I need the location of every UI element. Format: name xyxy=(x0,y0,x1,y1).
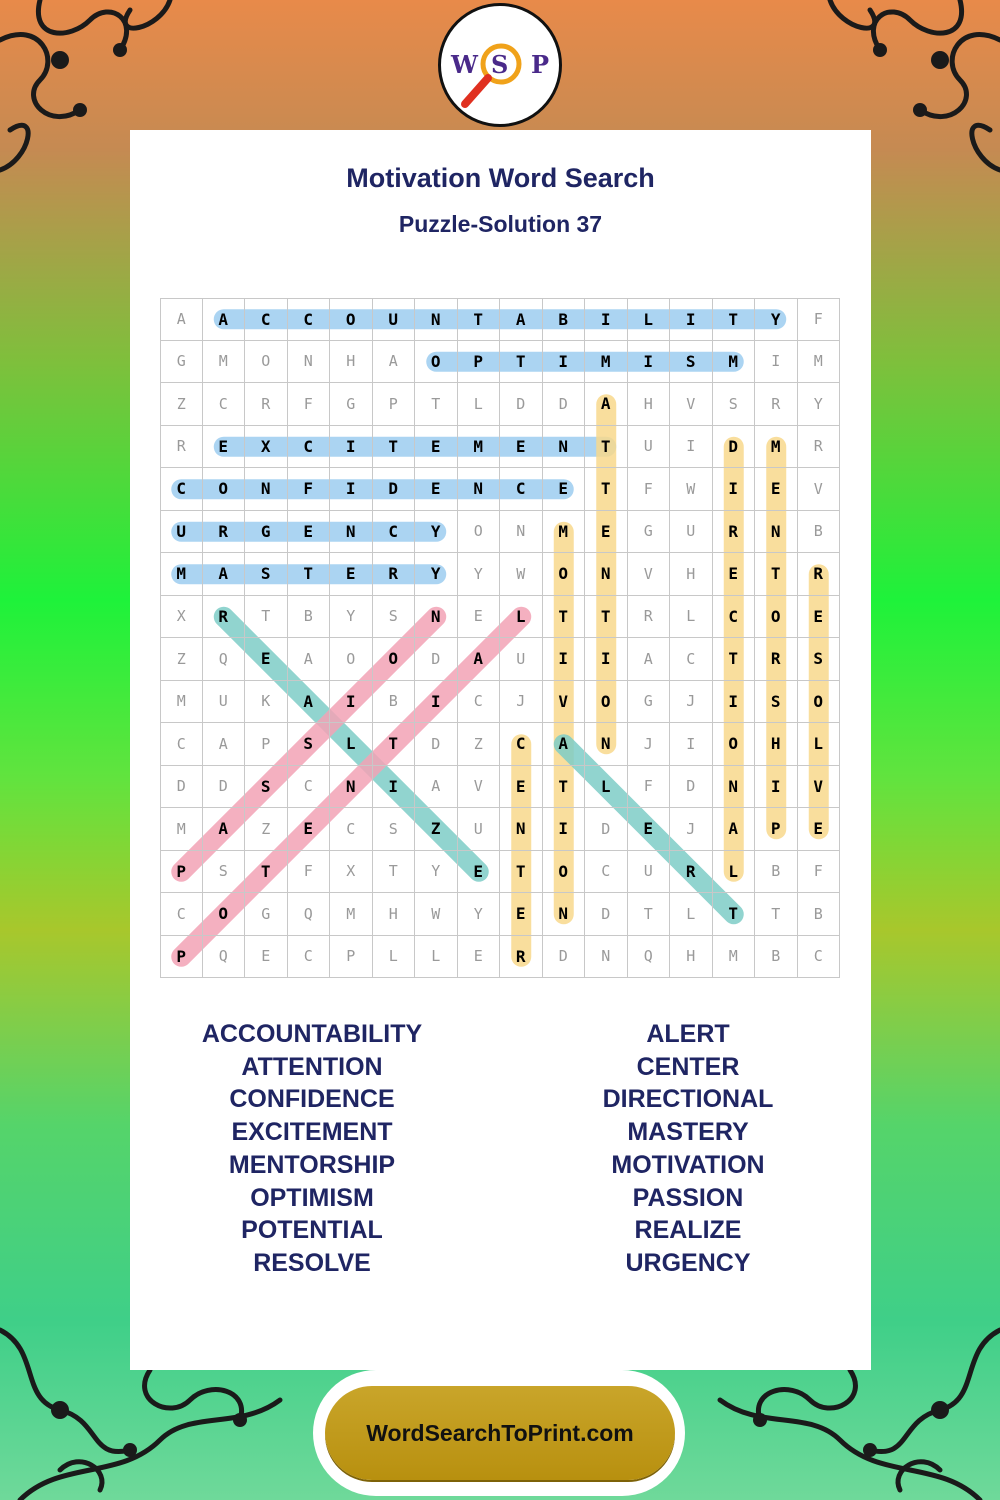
grid-cell[interactable]: A xyxy=(415,766,458,809)
grid-cell[interactable]: V xyxy=(628,553,671,596)
grid-cell[interactable]: O xyxy=(415,341,458,384)
grid-cell[interactable]: N xyxy=(415,298,458,341)
grid-cell[interactable]: W xyxy=(500,553,543,596)
grid-cell[interactable]: N xyxy=(330,511,373,554)
grid-cell[interactable]: T xyxy=(245,851,288,894)
grid-cell[interactable]: D xyxy=(670,766,713,809)
grid-cell[interactable]: A xyxy=(288,681,331,724)
grid-cell[interactable]: Y xyxy=(415,511,458,554)
grid-cell[interactable]: M xyxy=(798,341,841,384)
grid-cell[interactable]: T xyxy=(585,596,628,639)
grid-cell[interactable]: O xyxy=(203,893,246,936)
grid-cell[interactable]: E xyxy=(798,808,841,851)
grid-cell[interactable]: N xyxy=(543,426,586,469)
grid-cell[interactable]: N xyxy=(500,808,543,851)
grid-cell[interactable]: N xyxy=(755,511,798,554)
grid-cell[interactable]: A xyxy=(585,383,628,426)
grid-cell[interactable]: V xyxy=(458,766,501,809)
website-button[interactable]: WordSearchToPrint.com xyxy=(325,1386,675,1480)
puzzle-subtitle: Puzzle-Solution 37 xyxy=(398,211,603,237)
grid-cell[interactable]: T xyxy=(373,851,416,894)
grid-cell[interactable]: D xyxy=(543,383,586,426)
grid-cell[interactable]: B xyxy=(543,298,586,341)
grid-cell[interactable]: D xyxy=(203,766,246,809)
grid-cell[interactable]: A xyxy=(203,553,246,596)
grid-cell[interactable]: T xyxy=(713,893,756,936)
grid-cell[interactable]: A xyxy=(543,723,586,766)
grid-cell[interactable]: I xyxy=(755,766,798,809)
grid-cell[interactable]: S xyxy=(373,596,416,639)
grid-cell[interactable]: Z xyxy=(160,638,203,681)
grid-cell[interactable]: C xyxy=(670,638,713,681)
word-list-item: URGENCY xyxy=(625,1248,751,1277)
grid-cell[interactable]: I xyxy=(628,341,671,384)
grid-cell[interactable]: Q xyxy=(628,936,671,979)
word-list-item: RESOLVE xyxy=(253,1248,371,1277)
grid-cell[interactable]: A xyxy=(500,298,543,341)
grid-cell[interactable]: E xyxy=(543,468,586,511)
grid-cell[interactable]: Q xyxy=(288,893,331,936)
wsp-logo xyxy=(438,3,562,127)
grid-cell[interactable]: I xyxy=(670,298,713,341)
grid-cell[interactable]: O xyxy=(543,553,586,596)
grid-cell[interactable]: D xyxy=(713,426,756,469)
grid-cell[interactable]: R xyxy=(798,426,841,469)
word-search-grid xyxy=(160,298,840,978)
logo-letter-p: P xyxy=(531,50,550,79)
grid-cell[interactable]: F xyxy=(288,851,331,894)
grid-cell[interactable]: H xyxy=(670,936,713,979)
grid-cell[interactable]: A xyxy=(203,808,246,851)
grid-cell[interactable]: P xyxy=(373,383,416,426)
grid-cell[interactable]: B xyxy=(288,596,331,639)
grid-cell[interactable]: E xyxy=(628,808,671,851)
puzzle-title: Motivation Word Search xyxy=(346,163,655,193)
grid-cell[interactable]: T xyxy=(713,638,756,681)
grid-cell[interactable]: T xyxy=(500,341,543,384)
grid-cell[interactable]: I xyxy=(585,638,628,681)
grid-cell[interactable]: C xyxy=(798,936,841,979)
grid-cell[interactable]: B xyxy=(755,936,798,979)
grid-cell[interactable]: I xyxy=(713,468,756,511)
word-list-item: DIRECTIONAL xyxy=(602,1085,774,1114)
grid-cell[interactable]: E xyxy=(500,893,543,936)
grid-cell[interactable]: H xyxy=(373,893,416,936)
grid-cell[interactable]: G xyxy=(245,511,288,554)
grid-cell[interactable]: R xyxy=(670,851,713,894)
grid-cell[interactable]: I xyxy=(543,808,586,851)
grid-cell[interactable]: D xyxy=(500,383,543,426)
grid-cell[interactable]: D xyxy=(415,638,458,681)
grid-cell[interactable]: T xyxy=(713,298,756,341)
grid-cell[interactable]: I xyxy=(670,723,713,766)
grid-cell[interactable]: P xyxy=(755,808,798,851)
grid-cell[interactable]: A xyxy=(203,298,246,341)
grid-cell[interactable]: Y xyxy=(458,893,501,936)
grid-cell[interactable]: W xyxy=(670,468,713,511)
grid-cell[interactable]: M xyxy=(203,341,246,384)
grid-cell[interactable]: R xyxy=(798,553,841,596)
grid-cell[interactable]: D xyxy=(160,766,203,809)
grid-cell[interactable]: D xyxy=(585,893,628,936)
grid-cell[interactable]: R xyxy=(203,596,246,639)
grid-cell[interactable]: C xyxy=(458,681,501,724)
grid-cell[interactable]: W xyxy=(415,893,458,936)
grid-cell[interactable]: G xyxy=(330,383,373,426)
grid-cell[interactable]: E xyxy=(288,511,331,554)
grid-cell[interactable]: O xyxy=(245,341,288,384)
grid-cell[interactable]: D xyxy=(585,808,628,851)
word-list-item: ATTENTION xyxy=(241,1052,383,1081)
grid-cell[interactable]: A xyxy=(373,341,416,384)
grid-cell[interactable]: I xyxy=(415,681,458,724)
word-list-item: EXCITEMENT xyxy=(231,1118,393,1147)
grid-cell[interactable]: H xyxy=(628,383,671,426)
grid-cell[interactable]: C xyxy=(245,298,288,341)
grid-cell[interactable]: N xyxy=(500,511,543,554)
puzzle-sheet xyxy=(130,130,871,1370)
grid-cell[interactable]: O xyxy=(330,638,373,681)
grid-cell[interactable]: T xyxy=(628,893,671,936)
grid-cell[interactable]: S xyxy=(713,383,756,426)
grid-cell[interactable]: C xyxy=(500,723,543,766)
grid-cell[interactable]: E xyxy=(585,511,628,554)
logo-letter-s: S xyxy=(491,50,509,79)
word-list-item: POTENTIAL xyxy=(241,1216,383,1245)
grid-cell[interactable]: V xyxy=(798,468,841,511)
grid-cell[interactable]: E xyxy=(500,766,543,809)
grid-cell[interactable]: O xyxy=(373,638,416,681)
grid-cell[interactable]: M xyxy=(160,808,203,851)
grid-cell[interactable]: E xyxy=(458,596,501,639)
grid-cell[interactable]: M xyxy=(160,681,203,724)
grid-cell[interactable]: T xyxy=(373,723,416,766)
grid-cell[interactable]: B xyxy=(798,511,841,554)
grid-cell[interactable]: N xyxy=(458,468,501,511)
grid-cell[interactable]: I xyxy=(330,468,373,511)
grid-cell[interactable]: V xyxy=(543,681,586,724)
grid-cell[interactable]: T xyxy=(500,851,543,894)
word-list-item: REALIZE xyxy=(634,1216,742,1245)
grid-cell[interactable]: C xyxy=(288,766,331,809)
grid-cell[interactable]: U xyxy=(160,511,203,554)
grid-cell[interactable]: M xyxy=(543,511,586,554)
grid-cell[interactable]: I xyxy=(670,426,713,469)
grid-cell[interactable]: J xyxy=(500,681,543,724)
grid-cell[interactable]: U xyxy=(373,298,416,341)
grid-cell[interactable]: B xyxy=(798,893,841,936)
grid-cell[interactable]: O xyxy=(713,723,756,766)
grid-cell[interactable]: N xyxy=(585,553,628,596)
grid-cell[interactable]: C xyxy=(160,468,203,511)
grid-cell[interactable]: T xyxy=(585,426,628,469)
grid-cell[interactable]: I xyxy=(373,766,416,809)
grid-cell[interactable]: H xyxy=(330,341,373,384)
grid-cell[interactable]: P xyxy=(245,723,288,766)
grid-cell[interactable]: T xyxy=(543,596,586,639)
grid-cell[interactable]: C xyxy=(585,851,628,894)
grid-cell[interactable]: T xyxy=(755,893,798,936)
grid-cell[interactable]: U xyxy=(628,851,671,894)
grid-cell[interactable]: E xyxy=(203,426,246,469)
grid-cell[interactable]: F xyxy=(798,851,841,894)
grid-cell[interactable]: P xyxy=(160,851,203,894)
grid-cell[interactable]: L xyxy=(500,596,543,639)
grid-cell[interactable]: I xyxy=(543,341,586,384)
grid-cell[interactable]: N xyxy=(585,936,628,979)
grid-cell[interactable]: N xyxy=(415,596,458,639)
grid-cell[interactable]: E xyxy=(415,468,458,511)
grid-cell[interactable]: T xyxy=(755,553,798,596)
grid-cell[interactable]: N xyxy=(543,893,586,936)
word-list-left xyxy=(132,1018,492,1280)
grid-cell[interactable]: L xyxy=(330,723,373,766)
word-list-right xyxy=(508,1018,868,1280)
grid-cell[interactable]: O xyxy=(330,298,373,341)
grid-cell[interactable]: F xyxy=(798,298,841,341)
grid-cell[interactable]: O xyxy=(585,681,628,724)
grid-cell[interactable]: N xyxy=(245,468,288,511)
grid-cell[interactable]: L xyxy=(670,893,713,936)
grid-cell[interactable]: V xyxy=(670,383,713,426)
grid-cell[interactable]: V xyxy=(798,766,841,809)
grid-cell[interactable]: T xyxy=(543,766,586,809)
word-list-item: MOTIVATION xyxy=(611,1150,765,1179)
grid-cell[interactable]: R xyxy=(373,553,416,596)
word-list-item: MENTORSHIP xyxy=(228,1150,396,1179)
grid-cell[interactable]: S xyxy=(245,766,288,809)
grid-cell[interactable]: E xyxy=(415,426,458,469)
grid-cell[interactable]: R xyxy=(203,511,246,554)
grid-cell[interactable]: E xyxy=(500,426,543,469)
word-list-item: CENTER xyxy=(636,1052,740,1081)
grid-cell[interactable]: E xyxy=(713,553,756,596)
grid-cell[interactable]: H xyxy=(755,723,798,766)
grid-cell[interactable]: B xyxy=(373,681,416,724)
grid-cell[interactable]: A xyxy=(203,723,246,766)
grid-cell[interactable]: H xyxy=(670,553,713,596)
grid-cell[interactable]: M xyxy=(585,341,628,384)
grid-cell[interactable]: E xyxy=(330,553,373,596)
grid-cell[interactable]: Y xyxy=(415,851,458,894)
grid-cell[interactable]: O xyxy=(798,681,841,724)
grid-cell[interactable]: O xyxy=(203,468,246,511)
grid-cell[interactable]: Z xyxy=(245,808,288,851)
grid-cell[interactable]: S xyxy=(203,851,246,894)
grid-cell[interactable]: O xyxy=(543,851,586,894)
grid-cell[interactable]: A xyxy=(160,298,203,341)
grid-cell[interactable]: U xyxy=(628,426,671,469)
grid-cell[interactable]: K xyxy=(245,681,288,724)
grid-cell[interactable]: Y xyxy=(415,553,458,596)
grid-cell[interactable]: T xyxy=(245,596,288,639)
grid-cell[interactable]: P xyxy=(330,936,373,979)
grid-cell[interactable]: I xyxy=(755,341,798,384)
grid-cell[interactable]: M xyxy=(160,553,203,596)
grid-cell[interactable]: C xyxy=(288,426,331,469)
grid-cell[interactable]: T xyxy=(458,298,501,341)
grid-cell[interactable]: R xyxy=(755,383,798,426)
grid-cell[interactable]: J xyxy=(670,808,713,851)
grid-cell[interactable]: S xyxy=(755,681,798,724)
grid-cell[interactable]: C xyxy=(713,596,756,639)
logo-letter-w: W xyxy=(451,50,478,79)
grid-cell[interactable]: R xyxy=(500,936,543,979)
word-list-item: OPTIMISM xyxy=(250,1183,374,1212)
grid-cell[interactable]: E xyxy=(245,936,288,979)
grid-cell[interactable]: I xyxy=(585,298,628,341)
grid-cell[interactable]: G xyxy=(628,681,671,724)
grid-cell[interactable]: Z xyxy=(415,808,458,851)
grid-cell[interactable]: C xyxy=(373,511,416,554)
grid-cell[interactable]: Y xyxy=(755,298,798,341)
grid-cell[interactable]: T xyxy=(415,383,458,426)
grid-cell[interactable]: C xyxy=(160,893,203,936)
grid-cell[interactable]: S xyxy=(798,638,841,681)
grid-cell[interactable]: E xyxy=(798,596,841,639)
grid-cell[interactable]: P xyxy=(458,341,501,384)
grid-cell[interactable]: L xyxy=(585,766,628,809)
grid-cell[interactable]: R xyxy=(713,511,756,554)
grid-cell[interactable]: R xyxy=(245,383,288,426)
grid-cell[interactable]: R xyxy=(755,638,798,681)
grid-cell[interactable]: A xyxy=(628,638,671,681)
grid-cell[interactable]: N xyxy=(585,723,628,766)
grid-cell[interactable]: R xyxy=(160,426,203,469)
grid-cell[interactable]: T xyxy=(288,553,331,596)
word-list-item: MASTERY xyxy=(627,1118,749,1147)
grid-cell[interactable]: L xyxy=(458,383,501,426)
word-list-item: CONFIDENCE xyxy=(229,1085,395,1114)
grid-cell[interactable]: D xyxy=(543,936,586,979)
grid-cell[interactable]: F xyxy=(288,468,331,511)
grid-cell[interactable]: I xyxy=(713,681,756,724)
grid-cell[interactable]: F xyxy=(288,383,331,426)
grid-cell[interactable]: C xyxy=(288,298,331,341)
grid-cell[interactable]: M xyxy=(713,341,756,384)
grid-cell[interactable]: Y xyxy=(458,553,501,596)
grid-cell[interactable]: X xyxy=(245,426,288,469)
grid-cell[interactable]: A xyxy=(288,638,331,681)
grid-cell[interactable]: F xyxy=(628,766,671,809)
grid-cell[interactable]: S xyxy=(245,553,288,596)
grid-cell[interactable]: O xyxy=(755,596,798,639)
grid-cell[interactable]: Z xyxy=(160,383,203,426)
grid-cell[interactable]: G xyxy=(245,893,288,936)
word-list-item: ACCOUNTABILITY xyxy=(201,1020,423,1048)
grid-cell[interactable]: E xyxy=(458,851,501,894)
grid-cell[interactable]: S xyxy=(670,341,713,384)
grid-cell[interactable]: U xyxy=(203,681,246,724)
grid-cell[interactable]: S xyxy=(373,808,416,851)
grid-cell[interactable]: T xyxy=(585,468,628,511)
grid-cell[interactable]: E xyxy=(755,468,798,511)
grid-cell[interactable]: M xyxy=(458,426,501,469)
grid-cell[interactable]: L xyxy=(415,936,458,979)
grid-cell[interactable]: U xyxy=(670,511,713,554)
grid-cell[interactable]: G xyxy=(628,511,671,554)
grid-cell[interactable]: Q xyxy=(203,936,246,979)
grid-cell[interactable]: J xyxy=(670,681,713,724)
grid-cell[interactable]: E xyxy=(458,936,501,979)
grid-cell[interactable]: N xyxy=(288,341,331,384)
grid-cell[interactable]: M xyxy=(713,936,756,979)
grid-cell[interactable]: L xyxy=(628,298,671,341)
grid-cell[interactable]: L xyxy=(373,936,416,979)
grid-cell[interactable]: D xyxy=(373,468,416,511)
grid-cell[interactable]: I xyxy=(330,681,373,724)
grid-cell[interactable]: R xyxy=(628,596,671,639)
grid-cell[interactable]: L xyxy=(670,596,713,639)
grid-cell[interactable]: Y xyxy=(330,596,373,639)
grid-cell[interactable]: A xyxy=(713,808,756,851)
grid-cell[interactable]: U xyxy=(458,808,501,851)
grid-cell[interactable]: B xyxy=(755,851,798,894)
grid-cell[interactable]: M xyxy=(755,426,798,469)
grid-cell[interactable]: C xyxy=(203,383,246,426)
word-list-item: PASSION xyxy=(632,1183,744,1212)
grid-cell[interactable]: O xyxy=(458,511,501,554)
grid-cell[interactable]: L xyxy=(713,851,756,894)
grid-cell[interactable]: E xyxy=(245,638,288,681)
grid-cell[interactable]: D xyxy=(415,723,458,766)
grid-cell[interactable]: I xyxy=(543,638,586,681)
grid-cell[interactable]: C xyxy=(288,936,331,979)
grid-cell[interactable]: C xyxy=(160,723,203,766)
grid-cell[interactable]: Y xyxy=(798,383,841,426)
grid-cell[interactable]: I xyxy=(330,426,373,469)
grid-cell[interactable]: J xyxy=(628,723,671,766)
grid-cell[interactable]: N xyxy=(330,766,373,809)
grid-cell[interactable]: E xyxy=(288,808,331,851)
grid-cell[interactable]: P xyxy=(160,936,203,979)
grid-cell[interactable]: N xyxy=(713,766,756,809)
grid-cell[interactable]: M xyxy=(330,893,373,936)
grid-cell[interactable]: A xyxy=(458,638,501,681)
grid-cell[interactable]: X xyxy=(160,596,203,639)
word-list-item: ALERT xyxy=(646,1020,730,1048)
grid-cell[interactable]: X xyxy=(330,851,373,894)
grid-cell[interactable]: C xyxy=(500,468,543,511)
grid-cell[interactable]: C xyxy=(330,808,373,851)
grid-cell[interactable]: L xyxy=(798,723,841,766)
grid-cell[interactable]: G xyxy=(160,341,203,384)
grid-cell[interactable]: U xyxy=(500,638,543,681)
grid-cell[interactable]: F xyxy=(628,468,671,511)
grid-cell[interactable]: Z xyxy=(458,723,501,766)
grid-cell[interactable]: S xyxy=(288,723,331,766)
grid-cell[interactable]: Q xyxy=(203,638,246,681)
grid-cell[interactable]: T xyxy=(373,426,416,469)
